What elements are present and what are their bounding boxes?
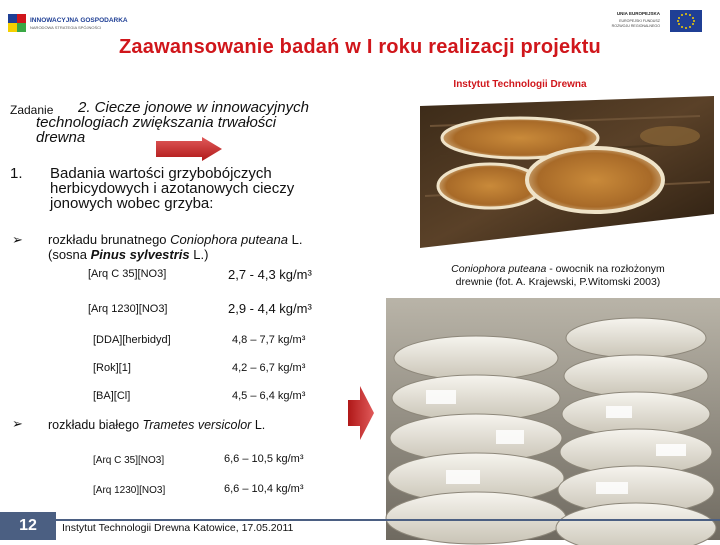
- caption-species: Coniophora puteana: [451, 263, 547, 275]
- fungus1-prefix: rozkładu brunatnego: [48, 232, 171, 247]
- task-line-1: 2. Ciecze jonowe w innowacyjnych: [78, 99, 309, 116]
- fungus-white-rot: [48, 418, 265, 432]
- institute-label: Instytut Technologii Drewna: [453, 79, 587, 90]
- task-line-2: technologiach zwiększania trwałości: [36, 114, 277, 131]
- svg-text:NARODOWA STRATEGIA SPÓJNOŚCI: NARODOWA STRATEGIA SPÓJNOŚCI: [30, 25, 102, 30]
- eu-logo: [611, 6, 714, 36]
- result-row-name: [Arq 1230][NO3]: [93, 485, 166, 496]
- wood-decay-photo: [420, 96, 714, 248]
- result-row-value: 4,2 – 6,7 kg/m³: [232, 362, 306, 374]
- wood-species: Pinus sylvestris: [90, 247, 190, 262]
- result-row-name: [BA][Cl]: [93, 390, 131, 402]
- page-number: 12: [0, 512, 56, 540]
- svg-text:EUROPEJSKI FUNDUSZ: EUROPEJSKI FUNDUSZ: [619, 19, 660, 23]
- result-row-name: [Arq C 35][NO3]: [88, 268, 167, 280]
- result-row-value: 2,7 - 4,3 kg/m³: [228, 267, 312, 282]
- svg-text:UNIA EUROPEJSKA: UNIA EUROPEJSKA: [616, 11, 660, 16]
- innowacyjna-gospodarka-logo: [6, 8, 128, 38]
- caption-line-1: - owocnik na rozłożonym: [546, 263, 665, 275]
- item1-line-2: herbicydowych i azotanowych cieczy: [50, 180, 295, 197]
- result-row-name: [Rok][1]: [93, 362, 131, 374]
- result-row-name: [DDA][herbidyd]: [93, 334, 171, 346]
- fungus2-suffix: L.: [251, 418, 266, 432]
- result-row-value: 4,8 – 7,7 kg/m³: [232, 334, 306, 346]
- fungus-brown-rot: [48, 232, 368, 262]
- result-row-name: [Arq C 35][NO3]: [93, 455, 165, 466]
- petri-dishes-photo: [386, 298, 720, 540]
- bullet-arrow-icon: ➢: [12, 416, 23, 431]
- result-row-value: 4,5 – 6,4 kg/m³: [232, 390, 306, 402]
- svg-text:ROZWOJU REGIONALNEGO: ROZWOJU REGIONALNEGO: [611, 24, 660, 28]
- slide-title: Zaawansowanie badań w I roku realizacji projektu: [119, 36, 601, 58]
- result-row-value: 2,9 - 4,4 kg/m³: [228, 301, 312, 316]
- fungus1-suffix: L.: [287, 232, 303, 247]
- task-label: Zadanie: [10, 103, 54, 117]
- svg-text:INNOWACYJNA GOSPODARKA: INNOWACYJNA GOSPODARKA: [30, 17, 128, 24]
- result-row-name: [Arq 1230][NO3]: [88, 303, 168, 315]
- caption-line-2: drewnie (fot. A. Krajewski, P.Witomski 2003): [455, 276, 661, 288]
- fungus2-prefix: rozkładu białego: [48, 418, 143, 432]
- result-row-value: 6,6 – 10,4 kg/m³: [224, 483, 304, 495]
- item-number: 1.: [10, 165, 23, 182]
- arrow-right-icon: [348, 386, 374, 440]
- task-line-3: drewna: [36, 129, 86, 146]
- footer-divider: [56, 519, 720, 521]
- photo-caption: [408, 263, 708, 289]
- footer-text: Instytut Technologii Drewna Katowice, 17.05.2011: [62, 522, 294, 534]
- wood-prefix: (sosna: [48, 247, 91, 262]
- bullet-arrow-icon: ➢: [12, 232, 23, 247]
- item1-line-1: Badania wartości grzybobójczych: [50, 165, 272, 182]
- item1-line-3: jonowych wobec grzyba:: [50, 195, 214, 212]
- wood-suffix: L.): [189, 247, 209, 262]
- arrow-down-icon: [156, 137, 222, 161]
- result-row-value: 6,6 – 10,5 kg/m³: [224, 453, 304, 465]
- fungus2-species: Trametes versicolor: [142, 418, 252, 432]
- fungus1-species: Coniophora puteana: [170, 232, 288, 247]
